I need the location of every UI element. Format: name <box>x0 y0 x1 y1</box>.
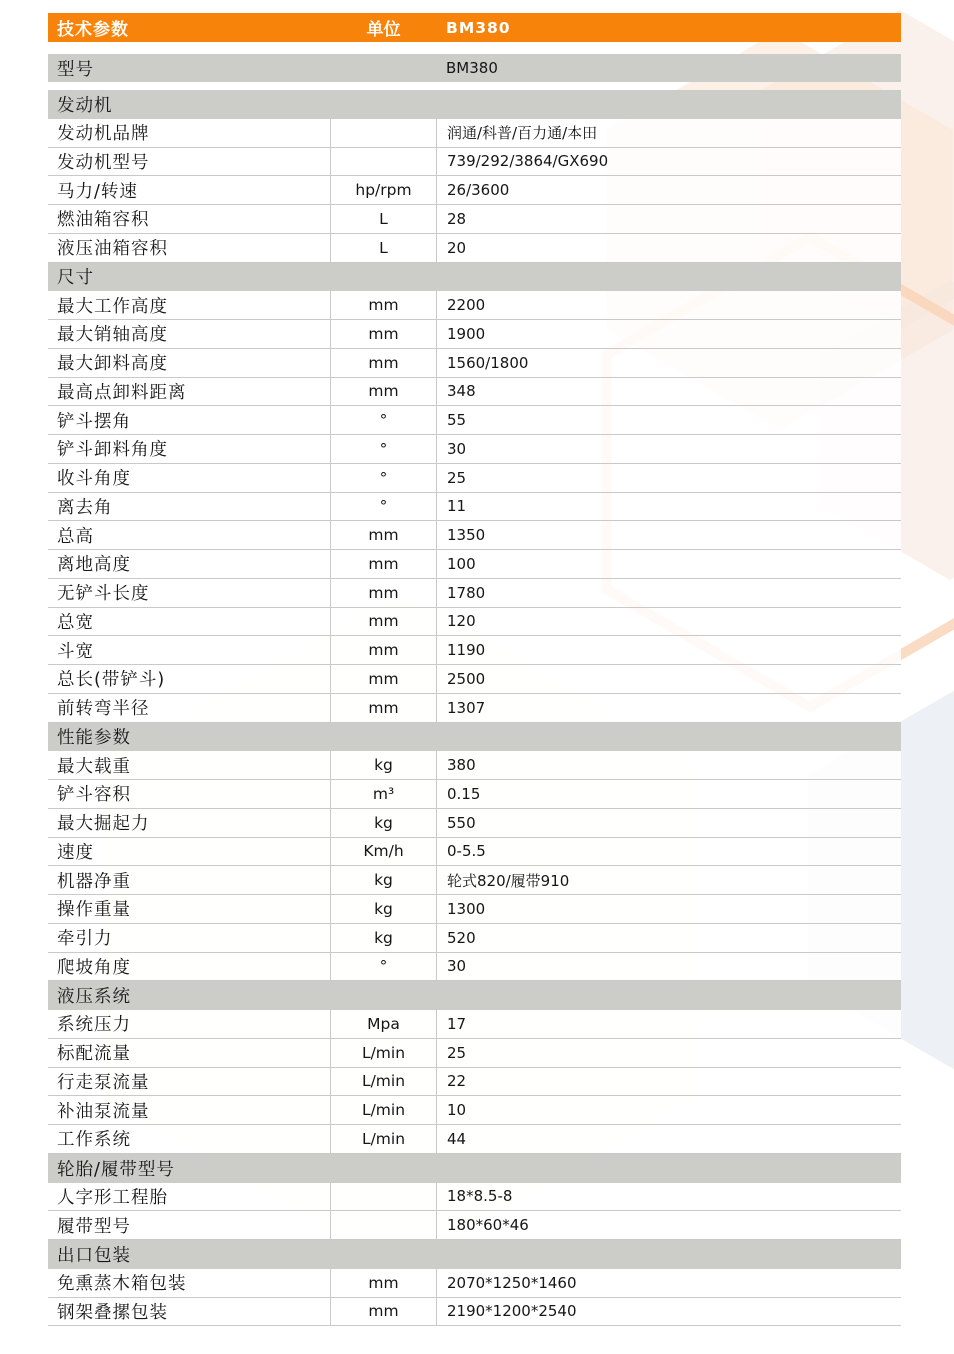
spec-unit: mm <box>330 291 437 319</box>
spec-label: 最高点卸料距离 <box>57 382 187 403</box>
spec-unit: kg <box>330 895 437 923</box>
spec-value: 1300 <box>447 899 486 918</box>
spec-label: 铲斗摆角 <box>57 411 131 432</box>
spec-unit: kg <box>330 809 437 837</box>
table-row <box>48 866 901 895</box>
section-header <box>48 1240 901 1269</box>
spec-unit: hp/rpm <box>330 176 437 204</box>
spec-value: 30 <box>447 957 467 976</box>
spec-label: 斗宽 <box>57 641 94 662</box>
spacer <box>48 42 901 54</box>
spec-unit: Mpa <box>330 1010 437 1038</box>
spec-value: 25 <box>447 1043 467 1062</box>
spec-label: 收斗角度 <box>57 469 131 490</box>
spec-unit: mm <box>330 521 437 549</box>
table-row <box>48 1096 901 1125</box>
spec-label: 最大载重 <box>57 756 131 777</box>
spec-unit: mm <box>330 550 437 578</box>
section-title: 尺寸 <box>57 268 94 289</box>
spec-label: 最大销轴高度 <box>57 325 168 346</box>
spec-label: 工作系统 <box>57 1130 131 1151</box>
table-row <box>48 378 901 407</box>
spec-value: 120 <box>447 612 476 631</box>
spec-unit: L/min <box>330 1068 437 1096</box>
spec-label: 铲斗容积 <box>57 785 131 806</box>
section-title: 液压系统 <box>57 987 131 1008</box>
spec-value: 润通/科普/百力通/本田 <box>447 124 598 143</box>
spec-value: 2200 <box>447 296 486 315</box>
spec-value: 10 <box>447 1101 467 1120</box>
section-header <box>48 90 901 119</box>
spec-value: 100 <box>447 554 476 573</box>
unit-column-header: 单位 <box>366 20 401 40</box>
spec-value: 520 <box>447 928 476 947</box>
spec-label: 最大工作高度 <box>57 296 168 317</box>
section-header <box>48 263 901 292</box>
table-row <box>48 176 901 205</box>
table-row <box>48 205 901 234</box>
spec-label: 最大卸料高度 <box>57 354 168 375</box>
spec-unit: kg <box>330 866 437 894</box>
spec-unit: mm <box>330 1298 437 1326</box>
spec-unit: L <box>330 234 437 262</box>
spec-unit: mm <box>330 320 437 348</box>
spec-label: 最大掘起力 <box>57 814 150 835</box>
spec-value: 348 <box>447 382 476 401</box>
table-row <box>48 924 901 953</box>
spec-label: 系统压力 <box>57 1015 131 1036</box>
spec-value: 1900 <box>447 324 486 343</box>
spec-label: 钢架叠摞包装 <box>57 1302 168 1323</box>
table-row <box>48 119 901 148</box>
model-row <box>48 54 901 82</box>
table-row <box>48 234 901 263</box>
spec-unit: L/min <box>330 1125 437 1153</box>
spec-value: 1190 <box>447 641 486 660</box>
spec-unit: Km/h <box>330 838 437 866</box>
spec-unit: L <box>330 205 437 233</box>
table-row <box>48 895 901 924</box>
table-row <box>48 320 901 349</box>
spec-unit <box>330 1183 437 1211</box>
spec-unit: L/min <box>330 1096 437 1124</box>
spec-label: 机器净重 <box>57 871 131 892</box>
spec-label: 总长(带铲斗) <box>57 670 166 691</box>
spec-unit: ° <box>330 953 437 981</box>
table-row <box>48 1269 901 1298</box>
table-row <box>48 838 901 867</box>
model-row-label: 型号 <box>57 59 94 80</box>
table-row <box>48 780 901 809</box>
spec-value: 1560/1800 <box>447 353 529 372</box>
spec-value: 18*8.5-8 <box>447 1187 513 1206</box>
spec-value: 44 <box>447 1129 467 1148</box>
spec-unit: L/min <box>330 1039 437 1067</box>
spec-value: 1780 <box>447 583 486 602</box>
spec-label: 总高 <box>57 526 94 547</box>
spec-label: 马力/转速 <box>57 181 138 202</box>
spec-unit <box>330 119 437 147</box>
table-title: 技术参数 <box>57 20 129 40</box>
spec-value: 55 <box>447 411 467 430</box>
spec-unit: kg <box>330 751 437 779</box>
spec-unit: mm <box>330 694 437 722</box>
table-row <box>48 665 901 694</box>
table-row <box>48 148 901 177</box>
table-row <box>48 550 901 579</box>
spec-value: 1350 <box>447 526 486 545</box>
spec-unit: ° <box>330 435 437 463</box>
table-row <box>48 291 901 320</box>
table-row <box>48 1298 901 1327</box>
table-row <box>48 1068 901 1097</box>
spec-label: 铲斗卸料角度 <box>57 440 168 461</box>
section-title: 轮胎/履带型号 <box>57 1159 175 1180</box>
spec-unit: m³ <box>330 780 437 808</box>
spec-value: 22 <box>447 1072 467 1091</box>
spec-value: 17 <box>447 1014 467 1033</box>
spec-value: 28 <box>447 209 467 228</box>
section-title: 性能参数 <box>57 728 131 749</box>
spec-label: 标配流量 <box>57 1044 131 1065</box>
spec-label: 补油泵流量 <box>57 1101 150 1122</box>
spec-unit: mm <box>330 608 437 636</box>
spec-value: 1307 <box>447 698 486 717</box>
table-row <box>48 809 901 838</box>
spec-value: 轮式820/履带910 <box>447 871 570 890</box>
spec-label: 履带型号 <box>57 1216 131 1237</box>
model-row-value: BM380 <box>446 59 498 77</box>
spec-table <box>48 13 901 1326</box>
spec-label: 发动机品牌 <box>57 124 150 145</box>
table-row <box>48 1039 901 1068</box>
table-row <box>48 406 901 435</box>
table-header-bar <box>48 13 901 42</box>
section-header <box>48 1154 901 1183</box>
spec-value: 0.15 <box>447 784 481 803</box>
spec-label: 燃油箱容积 <box>57 210 150 231</box>
table-row <box>48 521 901 550</box>
spec-unit: mm <box>330 636 437 664</box>
spec-unit: ° <box>330 493 437 521</box>
spec-unit: ° <box>330 406 437 434</box>
spec-label: 总宽 <box>57 612 94 633</box>
table-row <box>48 1211 901 1240</box>
spec-label: 免熏蒸木箱包装 <box>57 1274 187 1295</box>
table-row <box>48 636 901 665</box>
section-title: 发动机 <box>57 95 113 116</box>
table-row <box>48 493 901 522</box>
table-row <box>48 694 901 723</box>
spec-label: 无铲斗长度 <box>57 584 150 605</box>
spec-value: 2190*1200*2540 <box>447 1302 577 1321</box>
spec-unit <box>330 1211 437 1239</box>
spec-value: 25 <box>447 468 467 487</box>
spec-value: 30 <box>447 439 467 458</box>
model-column-header: BM380 <box>446 18 511 37</box>
table-row <box>48 349 901 378</box>
spec-label: 前转弯半径 <box>57 699 150 720</box>
table-row <box>48 608 901 637</box>
spec-value: 20 <box>447 238 467 257</box>
table-row <box>48 1010 901 1039</box>
table-row <box>48 435 901 464</box>
spec-label: 液压油箱容积 <box>57 239 168 260</box>
spec-label: 牵引力 <box>57 929 113 950</box>
spec-value: 380 <box>447 756 476 775</box>
spec-unit <box>330 148 437 176</box>
spec-label: 行走泵流量 <box>57 1072 150 1093</box>
spec-unit: mm <box>330 1269 437 1297</box>
spec-table-body <box>48 90 901 1326</box>
spec-label: 离去角 <box>57 497 113 518</box>
spec-value: 11 <box>447 497 467 516</box>
spec-value: 2070*1250*1460 <box>447 1273 577 1292</box>
spec-label: 发动机型号 <box>57 152 150 173</box>
spec-unit: mm <box>330 665 437 693</box>
spec-value: 26/3600 <box>447 181 510 200</box>
spec-unit: mm <box>330 378 437 406</box>
table-row <box>48 1183 901 1212</box>
table-row <box>48 579 901 608</box>
section-header <box>48 723 901 752</box>
spec-value: 550 <box>447 813 476 832</box>
spec-value: 739/292/3864/GX690 <box>447 152 609 171</box>
spec-label: 速度 <box>57 842 94 863</box>
section-header <box>48 981 901 1010</box>
spec-label: 离地高度 <box>57 555 131 576</box>
table-row <box>48 464 901 493</box>
table-row <box>48 751 901 780</box>
spec-label: 爬坡角度 <box>57 957 131 978</box>
spacer <box>48 82 901 90</box>
spec-value: 180*60*46 <box>447 1216 529 1235</box>
spec-value: 2500 <box>447 669 486 688</box>
spec-unit: kg <box>330 924 437 952</box>
spec-label: 操作重量 <box>57 900 131 921</box>
section-title: 出口包装 <box>57 1245 131 1266</box>
spec-value: 0-5.5 <box>447 842 486 861</box>
spec-unit: ° <box>330 464 437 492</box>
spec-unit: mm <box>330 579 437 607</box>
spec-unit: mm <box>330 349 437 377</box>
table-row <box>48 953 901 982</box>
table-row <box>48 1125 901 1154</box>
spec-label: 人字形工程胎 <box>57 1187 168 1208</box>
